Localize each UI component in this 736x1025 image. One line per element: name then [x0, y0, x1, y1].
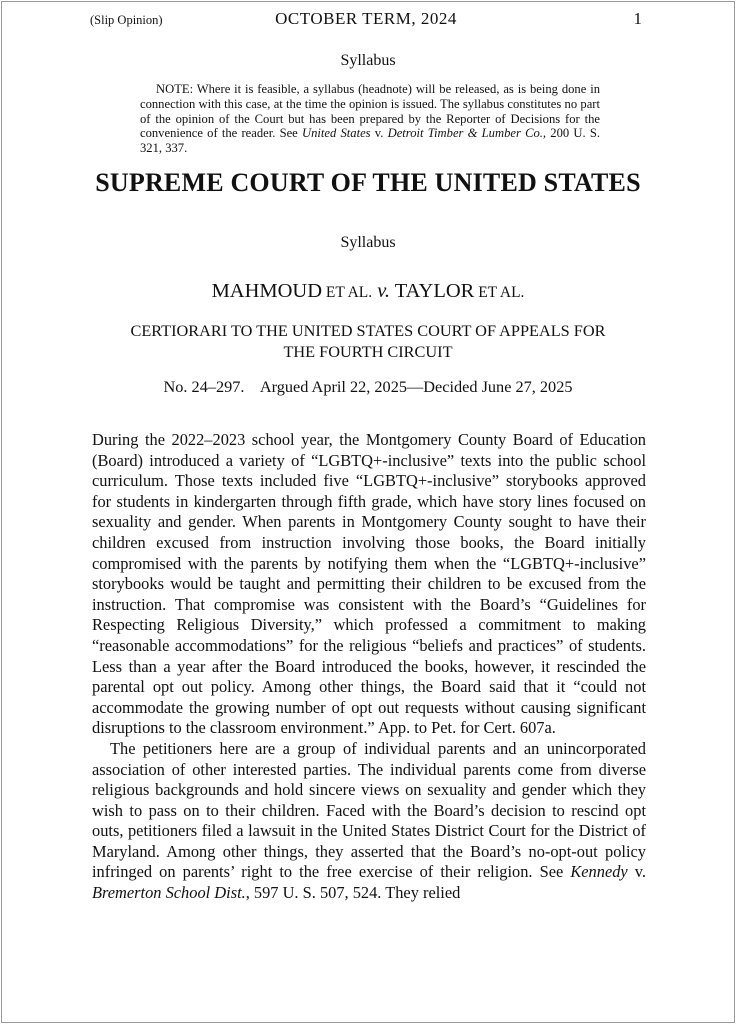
paragraph-2-text: The petitioners here are a group of individual parents and an unincorporated association of other interested parties. The individual parents come from diverse religious backgrounds and hold sincere views on sexuality and gender which they wish to pass on to their children. Faced with the Board’s decision to rescind opt outs, petitioners filed a lawsuit in the United States District Court for the District of Maryland. Among other things, they asserted that the Board’s no-opt-out policy infringed on parents’ right to the free exercise of their religion. See: [92, 738, 646, 882]
note-case-a: United States: [301, 126, 371, 141]
paragraph-1: During the 2022–2023 school year, the Montgomery County Board of Education (Board) introduced a variety of “LGBTQ+-inclusive” texts into the public school curriculum. Those texts included five “LGBTQ+-inclusive” storybooks approved for students in kindergarten through fifth grade, which have story lines focused on sexuality and gender. When parents in Montgomery County sought to have their children excused from instruction involving those books, the Board initially compromised with the parents by notifying them when the “LGBTQ+-inclusive” storybooks would be taught and permitting their children to be excused from the instruction. That compromise was consistent with the Board’s “Guidelines for Respecting Religious Diversity,” which professed a commitment to making “reasonable accommodations” for the religious “beliefs and practices” of students. Less than a year after the Board introduced the books, however, it rescinded the parental opt out policy. Among other things, the Board said that it “could not accommodate the growing number of opt out requests without causing significant disruptions to the classroom environment.” App. to Pet. for Cert. 607a.: [92, 430, 646, 738]
certiorari-line: [62, 320, 674, 362]
syllabus-heading: Syllabus: [340, 234, 396, 251]
court-name: SUPREME COURT OF THE UNITED STATES: [95, 168, 641, 197]
et-al-respondent: ET AL.: [474, 284, 525, 301]
paragraph-2-case-b: Bremerton School Dist.: [92, 883, 246, 903]
docket-line: No. 24–297. Argued April 22, 2025—Decided June 27, 2025: [163, 377, 573, 396]
et-al-petitioner: ET AL.: [322, 284, 373, 301]
note-case-b: Detroit Timber & Lumber Co.,: [387, 126, 547, 141]
note-v: v.: [370, 126, 388, 141]
respondent-name: TAYLOR: [389, 280, 475, 302]
paragraph-2-v: v.: [627, 862, 646, 882]
headnote-notice: [140, 82, 600, 156]
slip-opinion-label: (Slip Opinion): [90, 13, 163, 27]
paragraph-2: [92, 739, 646, 904]
syllabus-heading-top: Syllabus: [340, 52, 396, 69]
running-header: [90, 8, 642, 32]
petitioner-name: MAHMOUD: [211, 280, 323, 302]
syllabus-body: [92, 430, 646, 904]
page-number: 1: [633, 9, 642, 28]
paragraph-2-case-a: Kennedy: [570, 862, 628, 882]
certiorari-line-2: THE FOURTH CIRCUIT: [283, 342, 453, 361]
paragraph-2-cite: , 597 U. S. 507, 524. They relied: [245, 883, 461, 903]
document-page: [1, 1, 735, 1023]
note-text: NOTE: Where it is feasible, a syllabus (headnote) will be released, as is being done in connection with this case, at the time the opinion is issued. The syllabus constitutes no part of the opinion of the Court but has been prepared by the Reporter of Decisions for the convenience of the reader. See: [140, 82, 600, 141]
case-caption: [2, 280, 734, 303]
term-label: OCTOBER TERM, 2024: [275, 9, 457, 28]
versus: v.: [372, 280, 390, 302]
note-cite: 200 U. S. 321, 337.: [140, 126, 600, 156]
certiorari-line-1: CERTIORARI TO THE UNITED STATES COURT OF APPEALS FOR: [130, 321, 606, 340]
